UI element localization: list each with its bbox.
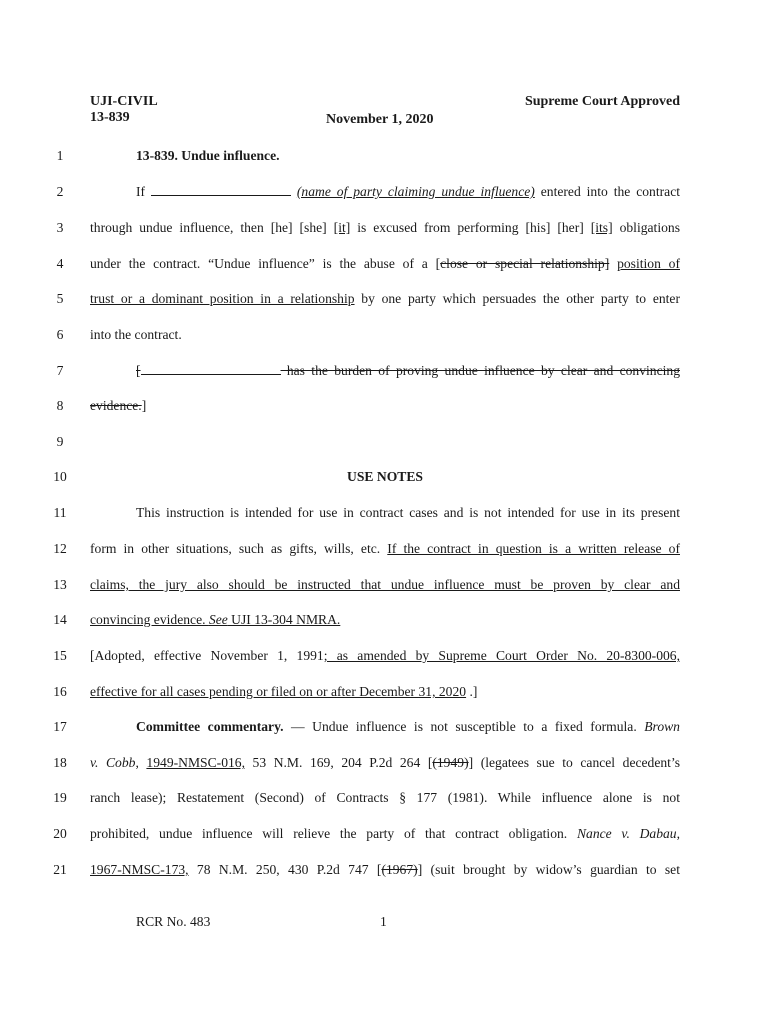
line-number: 4 xyxy=(56,256,64,271)
text-segment: , xyxy=(676,826,681,841)
line-text: into the contract. xyxy=(90,327,182,342)
text-segment: [Adopted, effective November 1, 1991 xyxy=(90,648,324,663)
line-text xyxy=(90,755,680,771)
text-line-11 xyxy=(0,505,770,525)
text-line-5 xyxy=(0,291,770,311)
line-text xyxy=(90,541,680,557)
line-number: 17 xyxy=(53,719,67,734)
text-segment: entered into the contract xyxy=(534,184,681,199)
inserted-text: trust or a dominant position in a relationship xyxy=(90,291,355,306)
header-left xyxy=(90,94,158,126)
line-number: 18 xyxy=(53,755,67,770)
line-number: 9 xyxy=(56,434,64,449)
inserted-text: effective for all cases pending or filed on or after December 31, 2020 xyxy=(90,684,467,699)
line-text xyxy=(90,648,680,664)
line-number: 15 xyxy=(53,648,67,663)
inserted-text: claims, the jury also should be instructed that undue influence must be proven by clear and xyxy=(90,577,680,592)
text-segment: obligations xyxy=(612,220,680,235)
line-text xyxy=(90,256,680,272)
text-segment: by one party which persuades the other party to enter xyxy=(354,291,680,306)
text-segment: form in other situations, such as gifts, wills, etc. xyxy=(90,541,388,556)
line-number: 10 xyxy=(53,469,67,484)
text-line-15 xyxy=(0,648,770,668)
deleted-text: [ xyxy=(136,363,141,378)
inserted-text: If the contract in question is a written release of xyxy=(387,541,680,556)
inserted-text: UJI 13-304 NMRA. xyxy=(227,612,341,627)
text-segment: ] xyxy=(141,398,147,413)
line-number: 12 xyxy=(53,541,67,556)
text-line-18 xyxy=(0,755,770,775)
line-number: 14 xyxy=(53,612,67,627)
text-line-9 xyxy=(0,434,770,454)
text-segment: — Undue influence is not susceptible to a fixed formula. xyxy=(283,719,645,734)
text-segment: ] (legatees sue to cancel decedent’s xyxy=(468,755,681,770)
text-segment: 78 N.M. 250, 430 P.2d 747 [ xyxy=(188,862,382,877)
text-line-19 xyxy=(0,790,770,810)
line-text xyxy=(90,220,680,236)
line-text xyxy=(90,826,680,842)
case-name: Nance v. Dabau xyxy=(576,826,677,841)
inserted-text: position of xyxy=(617,256,680,271)
line-number: 7 xyxy=(56,363,64,378)
fill-in-blank xyxy=(151,184,291,196)
text-segment: under the contract. “Undue influence” is the abuse of a [ xyxy=(90,256,441,271)
deleted-text: evidence. xyxy=(90,398,142,413)
text-line-3 xyxy=(0,220,770,240)
line-text xyxy=(90,862,680,878)
text-line-20 xyxy=(0,826,770,846)
text-line-1 xyxy=(0,148,770,168)
line-text: ranch lease); Restatement (Second) of Contracts § 177 (1981). While influence alone is not xyxy=(90,790,680,805)
text-line-4 xyxy=(0,256,770,276)
line-text xyxy=(90,291,680,307)
inserted-text: [it] xyxy=(333,220,351,235)
text-segment xyxy=(609,256,617,271)
deleted-text: (1949) xyxy=(432,755,469,770)
deleted-text: close or special relationship] xyxy=(440,256,610,271)
line-text xyxy=(136,719,680,735)
citation-signal: See xyxy=(208,612,228,627)
line-text xyxy=(90,684,680,700)
commentary-heading: Committee commentary. xyxy=(136,719,284,734)
instruction-title: 13-839. Undue influence. xyxy=(136,148,280,163)
text-line-8 xyxy=(0,398,770,418)
line-number: 1 xyxy=(56,148,64,163)
inserted-text: ; as amended by Supreme Court Order No. 20-8300-006, xyxy=(323,648,680,663)
line-number: 6 xyxy=(56,327,64,342)
line-number: 16 xyxy=(53,684,67,699)
party-placeholder: (name of party claiming undue influence) xyxy=(296,184,535,199)
text-line-13 xyxy=(0,577,770,597)
footer-page-number: 1 xyxy=(380,914,387,929)
line-number: 3 xyxy=(56,220,64,235)
text-line-16 xyxy=(0,684,770,704)
deleted-text: (1967) xyxy=(381,862,418,877)
line-text xyxy=(90,612,680,628)
line-text xyxy=(90,398,680,414)
text-line-12 xyxy=(0,541,770,561)
text-line-2 xyxy=(0,184,770,204)
text-line-7 xyxy=(0,363,770,383)
text-segment: .] xyxy=(466,684,478,699)
text-segment: through undue influence, then [he] [she] xyxy=(90,220,334,235)
text-line-6 xyxy=(0,327,770,347)
line-text: This instruction is intended for use in contract cases and is not intended for use in its present xyxy=(136,505,680,520)
inserted-text: convincing evidence. xyxy=(90,612,209,627)
text-segment: prohibited, undue influence will relieve the party of that contract obligation. xyxy=(90,826,577,841)
text-segment: is excused from performing [his] [her] xyxy=(350,220,591,235)
section-heading: USE NOTES xyxy=(347,469,423,484)
inserted-text: [its] xyxy=(590,220,613,235)
text-segment: 53 N.M. 169, 204 P.2d 264 [ xyxy=(244,755,433,770)
line-number: 8 xyxy=(56,398,64,413)
header-approval: Supreme Court Approved xyxy=(524,94,680,109)
line-number: 21 xyxy=(53,862,67,877)
line-number: 2 xyxy=(56,184,64,199)
text-line-17 xyxy=(0,719,770,739)
text-line-14 xyxy=(0,612,770,632)
inserted-text: 1949-NMSC-016, xyxy=(146,755,245,770)
text-segment: , xyxy=(135,755,147,770)
inserted-text: 1967-NMSC-173, xyxy=(90,862,189,877)
line-text xyxy=(136,363,680,379)
text-segment: ] (suit brought by widow’s guardian to set xyxy=(417,862,680,877)
text-line-21 xyxy=(0,862,770,882)
text-segment: If xyxy=(136,184,151,199)
line-number: 11 xyxy=(53,505,67,520)
text-line-10 xyxy=(0,469,770,489)
line-number: 13 xyxy=(53,577,67,592)
fill-in-blank xyxy=(141,363,281,375)
footer-rcr-number: RCR No. 483 xyxy=(136,914,211,929)
line-number: 20 xyxy=(53,826,67,841)
header-instruction-number: 13-839 xyxy=(90,110,130,125)
line-text xyxy=(136,184,680,200)
case-name: v. Cobb xyxy=(90,755,136,770)
line-number: 5 xyxy=(56,291,64,306)
deleted-text: has the burden of proving undue influence by clear and convincing xyxy=(280,363,680,378)
header-date: November 1, 2020 xyxy=(326,112,434,127)
case-name: Brown xyxy=(644,719,680,734)
line-number: 19 xyxy=(53,790,67,805)
header-category: UJI-CIVIL xyxy=(90,94,158,109)
